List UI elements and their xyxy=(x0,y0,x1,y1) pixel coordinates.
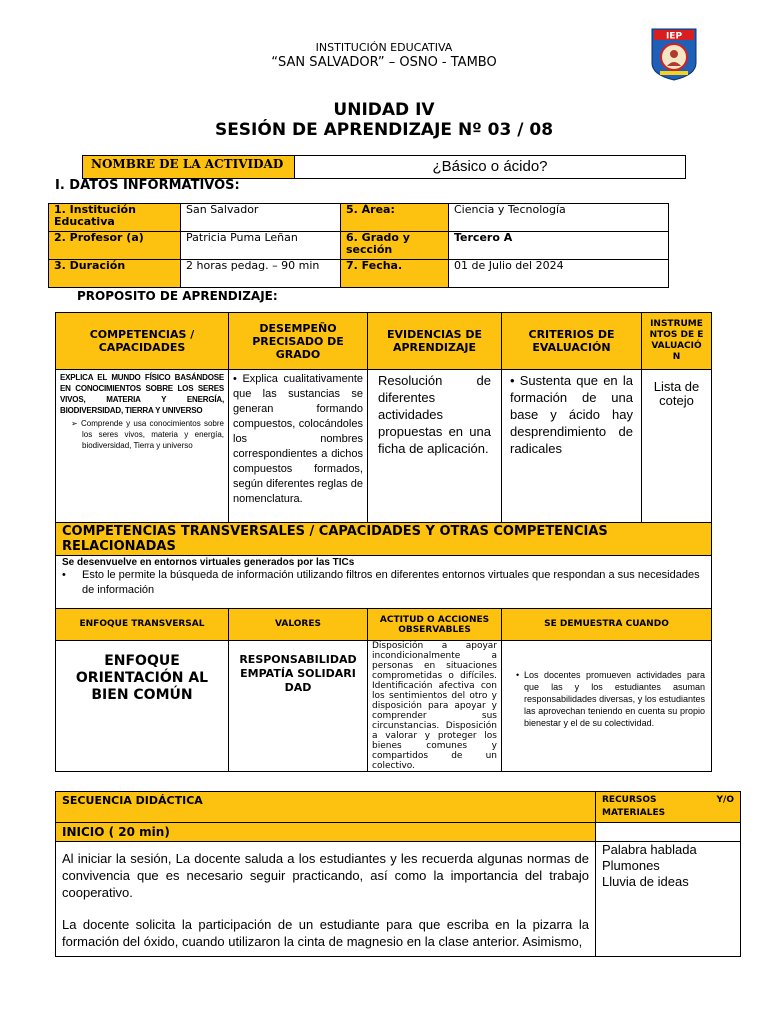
enfoque-demuestra: Los docentes promueven actividades para que las y los estudiantes asuman responsabilidades diversas, y los estudiantes las aprovechan teniendo en cuenta su propio bienestar y el de su colectividad. xyxy=(524,670,705,728)
header-demuestra: SE DEMUESTRA CUANDO xyxy=(502,609,712,641)
instrumento-text: Lista de cotejo xyxy=(642,370,712,523)
capacidad-list xyxy=(60,418,224,451)
demuestra-item xyxy=(516,669,705,729)
info-label: 7. Fecha. xyxy=(341,260,449,288)
desempeno-text: • Explica cualitativamente que las sustancias se generan formando compuestos, colocándoles los nombres correspondientes a dichos compuestos formados, según diferentes reglas de nomenclatura. xyxy=(229,370,368,523)
header-valores: VALORES xyxy=(229,609,368,641)
evidencia-text: Resolución de diferentes actividades propuestas en una ficha de aplicación. xyxy=(368,370,502,523)
proposito-heading: PROPOSITO DE APRENDIZAJE: xyxy=(77,289,278,303)
transversales-cell xyxy=(56,556,712,609)
enfoque-valores: RESPONSABILIDAD EMPATÍA SOLIDARIDAD xyxy=(229,641,368,772)
inicio-paragraph: La docente solicita la participación de un estudiante para que escriba en la pizarra la formación del óxido, cuando utilizaron la cinta de magnesio en la clase anterior. Asimismo, xyxy=(62,917,589,949)
info-value: Ciencia y Tecnología xyxy=(449,204,669,232)
datos-heading: I. DATOS INFORMATIVOS: xyxy=(55,178,240,193)
enfoque-nombre: ENFOQUE ORIENTACIÓN AL BIEN COMÚN xyxy=(56,641,229,772)
institution-name: “SAN SALVADOR” – OSNO - TAMBO xyxy=(271,55,497,70)
bullet-icon: • xyxy=(516,670,520,680)
recursos-list xyxy=(596,842,741,957)
transversales-header-row xyxy=(56,523,712,556)
header-evidencias: EVIDENCIAS DE APRENDIZAJE xyxy=(368,313,502,370)
competencia-cell xyxy=(56,370,229,523)
inicio-row xyxy=(56,823,741,842)
enfoque-content-row xyxy=(56,641,712,772)
bullet-icon: • xyxy=(62,569,66,581)
enfoque-header-row xyxy=(56,609,712,641)
info-value: Patricia Puma Leñan xyxy=(181,232,341,260)
recursos-spacer xyxy=(596,823,741,842)
secuencia-header-row xyxy=(56,792,741,823)
institution-label: INSTITUCIÓN EDUCATIVA xyxy=(315,41,453,54)
transversal-detail-item xyxy=(62,568,705,598)
competencia-text: EXPLICA EL MUNDO FÍSICO BASÁNDOSE EN CONOCIMIENTOS SOBRE LOS SERES VIVOS, MATERIA Y ENERGÍA, BIODIVERSIDAD, TIERRA Y UNIVERSO xyxy=(60,373,224,415)
inicio-content xyxy=(56,842,596,957)
inicio-content-row xyxy=(56,842,741,957)
header-enfoque: ENFOQUE TRANSVERSAL xyxy=(56,609,229,641)
info-value: San Salvador xyxy=(181,204,341,232)
criterio-text: • Sustenta que en la formación de una base y ácido hay desprendimiento de radicales xyxy=(502,370,642,523)
info-value: 2 horas pedag. – 90 min xyxy=(181,260,341,288)
info-row xyxy=(49,204,669,232)
info-label: 3. Duración xyxy=(49,260,181,288)
activity-row xyxy=(82,155,686,179)
info-label: 5. Área: xyxy=(341,204,449,232)
inicio-label: INICIO ( 20 min) xyxy=(56,823,596,842)
svg-text:IEP: IEP xyxy=(665,31,683,42)
unit-title xyxy=(0,100,768,140)
secuencia-heading: SECUENCIA DIDÁCTICA xyxy=(56,792,596,823)
info-value: Tercero A xyxy=(449,232,669,260)
capacidad-item: ➢ Comprende y usa conocimientos sobre los seres vivos, materia y energía, biodiversidad, Tierra y universo xyxy=(82,418,224,451)
recurso-item: Lluvia de ideas xyxy=(602,874,689,889)
transversales-heading: COMPETENCIAS TRANSVERSALES / CAPACIDADES Y OTRAS COMPETENCIAS RELACIONADAS xyxy=(56,523,712,556)
session-label: SESIÓN DE APRENDIZAJE Nº 03 / 08 xyxy=(214,120,554,140)
activity-label: NOMBRE DE LA ACTIVIDAD xyxy=(83,156,295,178)
recurso-item: Plumones xyxy=(602,858,660,873)
unit-label: UNIDAD IV xyxy=(333,100,435,120)
info-label: 2. Profesor (a) xyxy=(49,232,181,260)
transversal-competencia: Se desenvuelve en entornos virtuales generados por las TICs xyxy=(62,557,355,568)
header-instrumentos: INSTRUMENTOS DE EVALUACIÓN xyxy=(642,313,712,370)
transversales-content-row xyxy=(56,556,712,609)
info-row xyxy=(49,232,669,260)
competencies-table xyxy=(55,312,712,772)
info-label: 1. Institución Educativa xyxy=(49,204,181,232)
enfoque-actitudes: Disposición a apoyar incondicionalmente a personas en situaciones comprometidas o difíciles. Identificación afectiva con los sentimientos del otro y disposición para apoyar y comprender sus circunstancias. Disposición a valorar y proteger los bienes comunes y compartidos de un colectivo. xyxy=(368,641,502,772)
school-logo-icon xyxy=(650,27,698,81)
header-criterios: CRITERIOS DE EVALUACIÓN xyxy=(502,313,642,370)
header-competencias: COMPETENCIAS / CAPACIDADES xyxy=(56,313,229,370)
info-table xyxy=(48,203,669,288)
secuencia-table xyxy=(55,791,741,957)
info-value: 01 de Julio del 2024 xyxy=(449,260,669,288)
enfoque-demuestra-cell xyxy=(502,641,712,772)
competencies-header-row xyxy=(56,313,712,370)
activity-name: ¿Básico o ácido? xyxy=(432,158,548,175)
inicio-paragraph: Al iniciar la sesión, La docente saluda a los estudiantes y les recuerda algunas normas de convivencia que es necesario seguir practicando, así como la importancia del trabajo cooperativo. xyxy=(62,851,589,900)
recurso-item: Palabra hablada xyxy=(602,842,697,857)
recursos-heading: RECURSOS Y/O MATERIALES xyxy=(596,792,741,823)
competencies-content-row xyxy=(56,370,712,523)
header-desempeno: DESEMPEÑO PRECISADO DE GRADO xyxy=(229,313,368,370)
transversal-detalle: Esto le permite la búsqueda de información utilizando filtros en diferentes entornos virtuales que respondan a sus necesidades de información xyxy=(82,569,700,596)
header-actitud: ACTITUD O ACCIONES OBSERVABLES xyxy=(368,609,502,641)
info-row xyxy=(49,260,669,288)
info-label: 6. Grado y sección xyxy=(341,232,449,260)
